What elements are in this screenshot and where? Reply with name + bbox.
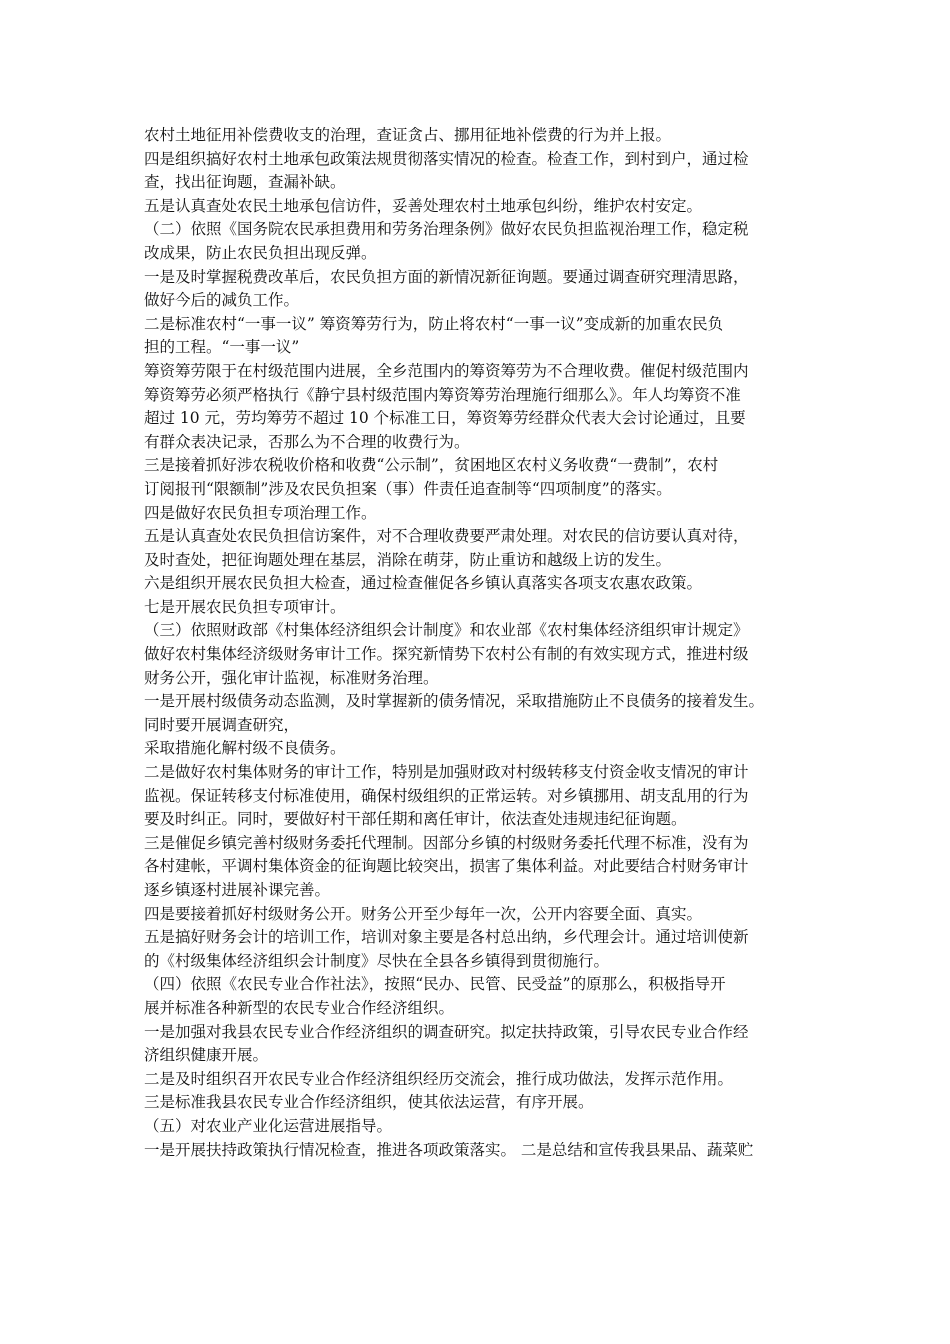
text-line: 财务公开，强化审计监视，标准财务治理。 bbox=[144, 668, 439, 687]
text-line: 同时要开展调查研究， bbox=[144, 715, 300, 734]
text-line: 二是做好农村集体财务的审计工作，特别是加强财政对村级转移支付资金收支情况的审计 bbox=[144, 763, 749, 782]
text-line: 四是组织搞好农村土地承包政策法规贯彻落实情况的检查。检查工作，到村到户，通过检 bbox=[144, 149, 749, 168]
text-line: 一是加强对我县农民专业合作经济组织的调查研究。拟定扶持政策，引导农民专业合作经 bbox=[144, 1022, 749, 1041]
text-line: 担的工程。“一事一议” bbox=[144, 338, 300, 357]
text-line: （二）依照《国务院农民承担费用和劳务治理条例》做好农民负担监视治理工作，稳定税 bbox=[144, 220, 749, 239]
text-line: 一是开展村级债务动态监测，及时掌握新的债务情况，采取措施防止不良债务的接着发生。 bbox=[144, 692, 765, 711]
text-line: 做好今后的减负工作。 bbox=[144, 291, 300, 310]
text-line: 农村土地征用补偿费收支的治理，查证贪占、挪用征地补偿费的行为并上报。 bbox=[144, 126, 672, 144]
text-line: 逐乡镇逐村进展补课完善。 bbox=[144, 881, 331, 899]
text-line: （三）依照财政部《村集体经济组织会计制度》和农业部《农村集体经济组织审计规定》 bbox=[144, 621, 749, 640]
text-line: 的《村级集体经济组织会计制度》尽快在全县各乡镇得到贯彻施行。 bbox=[144, 951, 610, 970]
text-line: 查，找出征询题，查漏补缺。 bbox=[144, 173, 346, 192]
text-line: 订阅报刊“限额制”涉及农民负担案（事）件责任追查制等“四项制度”的落实。 bbox=[144, 479, 672, 498]
text-line: 监视。保证转移支付标准使用，确保村级组织的正常运转。对乡镇挪用、胡支乱用的行为 bbox=[144, 786, 749, 805]
text-line: 二是及时组织召开农民专业合作经济组织经历交流会，推行成功做法，发挥示范作用。 bbox=[144, 1069, 734, 1088]
document-body bbox=[144, 124, 824, 1162]
text-line: 济组织健康开展。 bbox=[144, 1046, 269, 1065]
text-line: 五是搞好财务会计的培训工作，培训对象主要是各村总出纳，乡代理会计。通过培训使新 bbox=[144, 928, 749, 947]
text-line: 七是开展农民负担专项审计。 bbox=[144, 597, 346, 616]
text-line: 一是及时掌握税费改革后，农民负担方面的新情况新征询题。要通过调查研究理清思路， bbox=[144, 267, 749, 286]
text-line: 五是认真查处农民负担信访案件，对不合理收费要严肃处理。对农民的信访要认真对待， bbox=[144, 527, 749, 546]
text-line: 二是标准农村“一事一议” 筹资筹劳行为，防止将农村“一事一议”变成新的加重农民负 bbox=[144, 314, 724, 333]
text-line: 采取措施化解村级不良债务。 bbox=[144, 739, 346, 758]
text-line: 五是认真查处农民土地承包信访件，妥善处理农村土地承包纠纷，维护农村安定。 bbox=[144, 196, 703, 215]
text-line: 及时查处，把征询题处理在基层，消除在萌芽，防止重访和越级上访的发生。 bbox=[144, 550, 672, 569]
text-line: （四）依照《农民专业合作社法》，按照“民办、民管、民受益”的原那么，积极指导开 bbox=[144, 975, 726, 994]
text-line: 六是组织开展农民负担大检查，通过检查催促各乡镇认真落实各项支农惠农政策。 bbox=[144, 574, 703, 593]
text-line: （五）对农业产业化运营进展指导。 bbox=[144, 1116, 393, 1135]
text-line: 筹资筹劳限于在村级范围内进展，全乡范围内的筹资筹劳为不合理收费。催促村级范围内 bbox=[144, 361, 749, 380]
text-line: 筹资筹劳必须严格执行《静宁县村级范围内筹资筹劳治理施行细那么》。年人均筹资不准 bbox=[144, 385, 741, 404]
text-line: 三是接着抓好涉农税收价格和收费“公示制”，贫困地区农村义务收费“一费制”，农村 bbox=[144, 456, 719, 475]
text-line: 做好农村集体经济级财务审计工作。探究新情势下农村公有制的有效实现方式，推进村级 bbox=[144, 645, 749, 664]
text-line: 四是做好农民负担专项治理工作。 bbox=[144, 503, 377, 522]
text-line: 要及时纠正。同时，要做好村干部任期和离任审计，依法查处违规违纪征询题。 bbox=[144, 810, 687, 829]
text-line: 四是要接着抓好村级财务公开。财务公开至少每年一次，公开内容要全面、真实。 bbox=[144, 904, 703, 923]
text-line: 改成果，防止农民负担出现反弹。 bbox=[144, 243, 377, 262]
text-line: 超过 10 元，劳均筹劳不超过 10 个标准工日，筹资筹劳经群众代表大会讨论通过，且要 bbox=[144, 409, 746, 428]
text-line: 各村建帐，平调村集体资金的征询题比较突出，损害了集体利益。对此要结合村财务审计 bbox=[144, 857, 749, 876]
text-line: 一是开展扶持政策执行情况检查，推进各项政策落实。 二是总结和宣传我县果品、蔬菜贮 bbox=[144, 1140, 754, 1159]
text-line: 展并标准各种新型的农民专业合作经济组织。 bbox=[144, 998, 455, 1017]
text-line: 有群众表决记录，否那么为不合理的收费行为。 bbox=[144, 432, 470, 451]
text-line: 三是催促乡镇完善村级财务委托代理制。因部分乡镇的村级财务委托代理不标准，没有为 bbox=[144, 833, 749, 852]
text-line: 三是标准我县农民专业合作经济组织，使其依法运营，有序开展。 bbox=[144, 1093, 594, 1112]
